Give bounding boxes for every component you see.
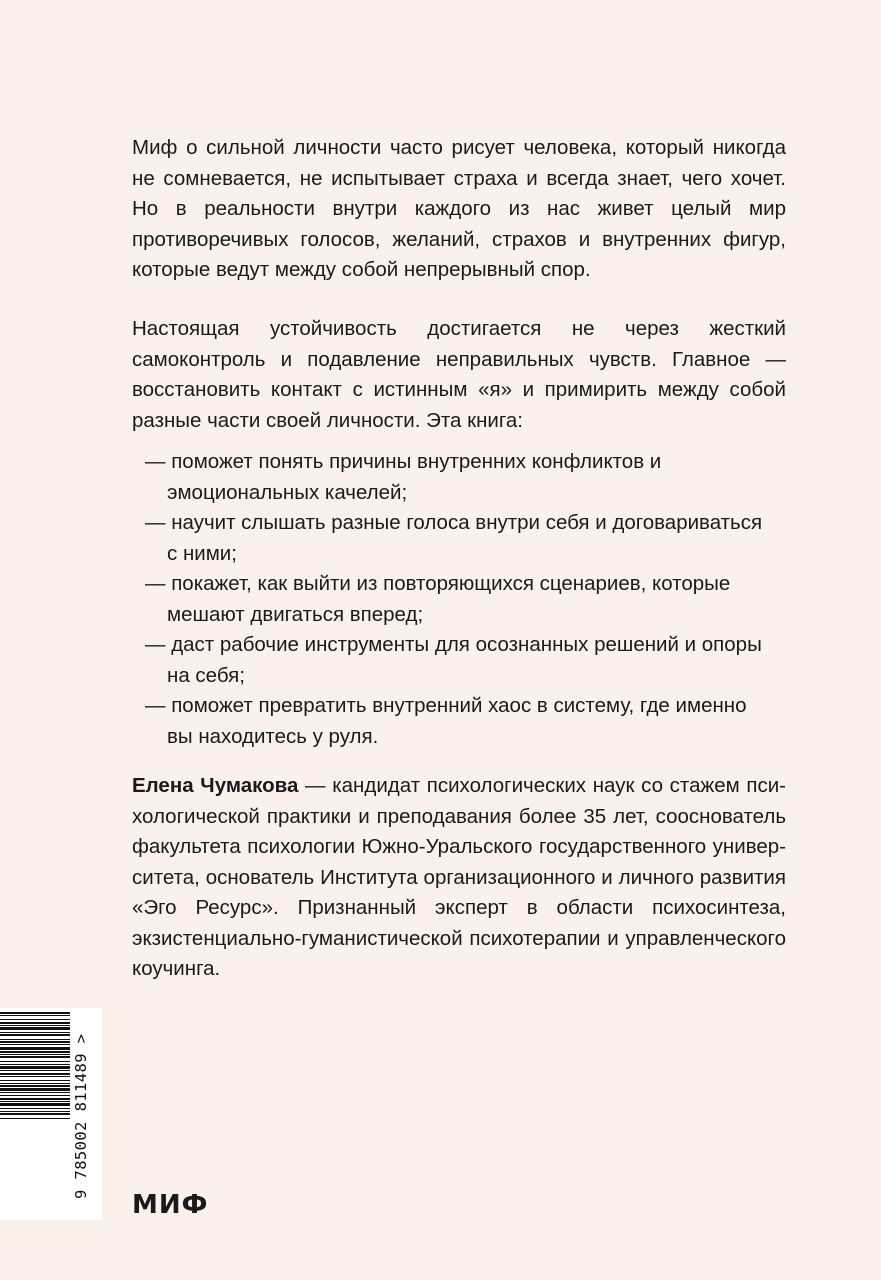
author-paragraph bbox=[132, 771, 786, 985]
barcode-digits: 9 785002 811489 > bbox=[72, 1033, 90, 1199]
list-item: — научит слышать разные голоса внутри себя и договариваться с ними; bbox=[145, 511, 763, 565]
author-bio: — кандидат психологических наук со стажем психологической практики и преподавания более 35 лет, сооснователь факультета психологии Южно-Уральского государственного университета, основатель Института организационного и личного развития «Эго Ресурс». Признанный эксперт в области психосинтеза, экзистенциально-гуманистической психотерапии и управленческого коучинга. bbox=[132, 774, 786, 980]
publisher-logo: МИФ bbox=[132, 1190, 209, 1220]
description-paragraph-2: Настоящая устойчивость достигается не через жесткий самоконтроль и подавление неправильных чувств. Главное — восстановить контакт с истинным «я» и примирить между собой разные части своей личности. Эта книга: bbox=[132, 317, 786, 432]
author-name: Елена Чумакова bbox=[132, 774, 299, 797]
list-item: — покажет, как выйти из повторяющихся сценариев, которые мешают двигаться вперед; bbox=[145, 572, 731, 626]
barcode-bars bbox=[0, 1012, 70, 1216]
list-item: — даст рабочие инструменты для осознанных решений и опоры на себя; bbox=[145, 633, 762, 687]
isbn-barcode bbox=[0, 1008, 102, 1220]
barcode-gap bbox=[0, 1119, 70, 1120]
list-item: — поможет понять причины внутренних конфликтов и эмоциональных качелей; bbox=[145, 450, 662, 504]
list-item: — поможет превратить внутренний хаос в систему, где именно вы находитесь у руля. bbox=[145, 694, 747, 748]
description-paragraph-1: Миф о сильной личности часто рисует человека, который никогда не сомневается, не испытывает страха и всегда знает, чего хочет. Но в реальности внутри каждого из нас живет целый мир противоречивых голосов, желаний, страхов и внутренних фигур, которые ведут между собой непрерывный спор. bbox=[132, 136, 786, 281]
benefits-list bbox=[145, 447, 765, 752]
